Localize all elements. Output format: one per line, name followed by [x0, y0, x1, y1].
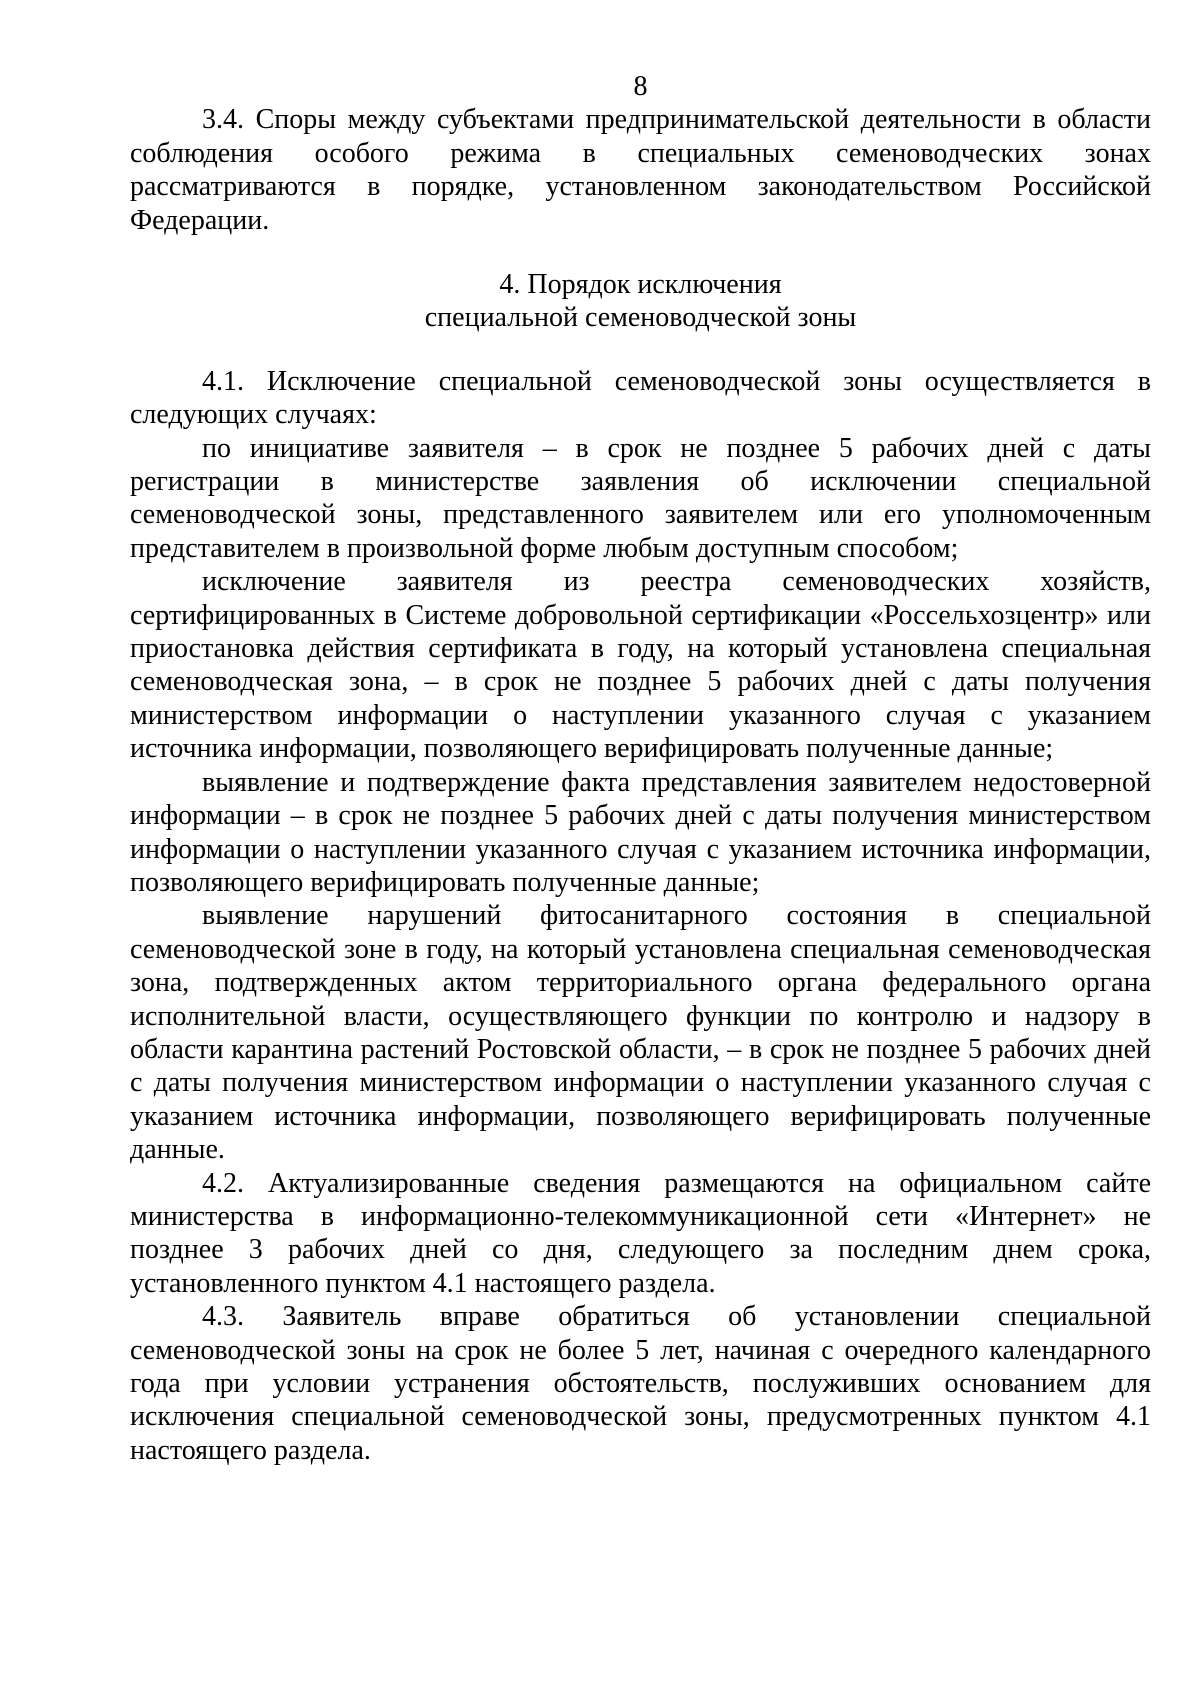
paragraph-4-1: 4.1. Исключение специальной семеноводческой зоны осуществляется в следующих случаях: [130, 365, 1151, 431]
section-4-heading-line-2: специальной семеноводческой зоны [424, 302, 857, 334]
paragraph-4-3: 4.3. Заявитель вправе обратиться об установлении специальной семеноводческой зоны на срок не более 5 лет, начиная с очередного календарного года при условии устранения обстоятельств, послуживших основанием для исключения специальной семеноводческой зоны, предусмотренных пунктом 4.1 настоящего раздела. [130, 1301, 1151, 1466]
paragraph-4-2: 4.2. Актуализированные сведения размещаются на официальном сайте министерства в информационно-телекоммуникационной сети «Интернет» не позднее 3 рабочих дней со дня, следующего за последним днем срока, установленного пунктом 4.1 настоящего раздела. [130, 1167, 1151, 1299]
section-4-heading-line-1: 4. Порядок исключения [499, 269, 782, 301]
page-number: 8 [633, 71, 648, 102]
paragraph-4-1-case-registry-exclusion: исключение заявителя из реестра семеноводческих хозяйств, сертифицированных в Системе добровольной сертификации «Россельхозцентр» или приостановка действия сертификата в году, на который установлена специальная семеноводческая зона, – в срок не позднее 5 рабочих дней с даты получения министерством информации о наступлении указанного случая с указанием источника информации, позволяющего верифицировать полученные данные; [130, 566, 1151, 765]
page-content [130, 70, 1151, 1467]
paragraph-4-1-case-initiative: по инициативе заявителя – в срок не позднее 5 рабочих дней с даты регистрации в министерстве заявления об исключении специальной семеноводческой зоны, представленного заявителем или его уполномоченным представителем в произвольной форме любым доступным способом; [130, 432, 1151, 564]
section-4-heading [130, 268, 1151, 335]
paragraph-3-4: 3.4. Споры между субъектами предпринимательской деятельности в области соблюдения особого режима в специальных семеноводческих зонах рассматриваются в порядке, установленном законодательством Российской Федерации. [130, 104, 1151, 236]
paragraph-4-1-case-phytosanitary-violation: выявление нарушений фитосанитарного состояния в специальной семеноводческой зоне в году, на который установлена специальная семеноводческая зона, подтвержденных актом территориального органа федерального органа исполнительной власти, осуществляющего функции по контролю и надзору в области карантина растений Ростовской области, – в срок не позднее 5 рабочих дней с даты получения министерством информации о наступлении указанного случая с указанием источника информации, позволяющего верифицировать полученные данные. [130, 900, 1151, 1166]
paragraph-4-1-case-false-information: выявление и подтверждение факта представления заявителем недостоверной информации – в срок не позднее 5 рабочих дней с даты получения министерством информации о наступлении указанного случая с указанием источника информации, позволяющего верифицировать полученные данные; [130, 766, 1151, 898]
